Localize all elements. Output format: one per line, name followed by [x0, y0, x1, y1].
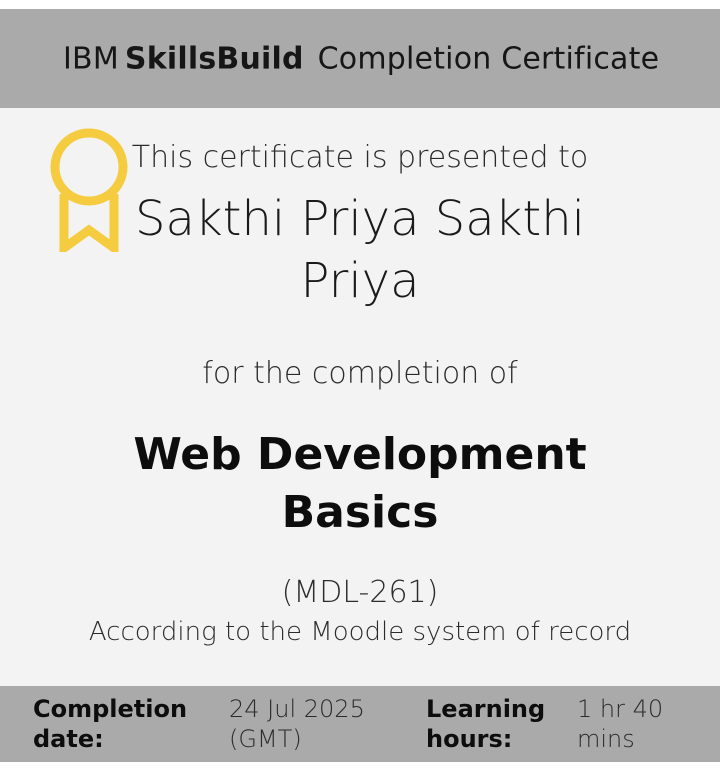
- certificate-header: [0, 9, 720, 108]
- completion-date-label: Completion date:: [33, 695, 188, 753]
- record-text: According to the Moodle system of record: [88, 617, 632, 647]
- header-title: [63, 41, 659, 76]
- presented-text: This certificate is presented to: [131, 140, 589, 175]
- recipient-name: Sakthi Priya Sakthi Priya: [134, 191, 586, 309]
- brand-name: SkillsBuild: [124, 41, 304, 76]
- top-margin: [0, 0, 720, 9]
- bottom-margin: [0, 762, 720, 779]
- certificate-title: Completion Certificate: [317, 41, 660, 76]
- completion-date-value: 24 Jul 2025 (GMT): [229, 695, 365, 753]
- learning-hours-value: 1 hr 40 mins: [577, 695, 664, 753]
- completion-text: for the completion of: [202, 356, 518, 391]
- course-code: (MDL-261): [281, 575, 439, 610]
- course-title: Web Development Basics: [133, 429, 587, 538]
- learning-hours-label: Learning hours:: [426, 695, 546, 753]
- brand-prefix: IBM: [63, 41, 119, 76]
